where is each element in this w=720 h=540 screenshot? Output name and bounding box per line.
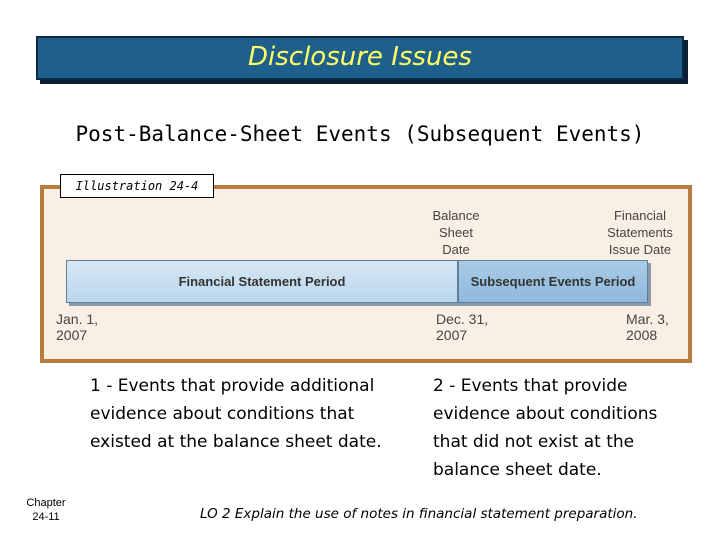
date-line: Jan. 1, xyxy=(56,311,99,327)
event-line: balance sheet date. xyxy=(433,460,602,480)
event-type-1 xyxy=(90,372,420,456)
date-line: 2007 xyxy=(56,327,88,343)
date-line: Dec. 31, xyxy=(436,311,489,327)
event-line: existed at the balance sheet date. xyxy=(90,432,382,452)
slide-subtitle: Post-Balance-Sheet Events (Subsequent Events) xyxy=(75,122,645,146)
financial-statement-period-bar: Financial Statement Period xyxy=(66,260,458,303)
chapter-number: 24-11 xyxy=(32,511,60,523)
learning-objective: LO 2 Explain the use of notes in financial statement preparation. xyxy=(200,506,638,522)
event-line: evidence about conditions xyxy=(433,404,658,424)
heading-line: Date xyxy=(442,242,470,257)
event-line: that did not exist at the xyxy=(433,432,635,452)
illustration-panel xyxy=(40,185,692,363)
subsequent-events-period-bar: Subsequent Events Period xyxy=(458,260,648,303)
heading-line: Balance xyxy=(432,208,480,223)
date-line: 2008 xyxy=(626,327,658,343)
title-bar xyxy=(36,36,684,80)
event-line: evidence about conditions that xyxy=(90,404,355,424)
fs-issue-date-heading xyxy=(592,207,688,258)
heading-line: Statements xyxy=(607,225,673,240)
start-date xyxy=(56,311,98,343)
slide-title: Disclosure Issues xyxy=(248,42,472,72)
event-type-2 xyxy=(433,372,718,484)
illustration-label: Illustration 24-4 xyxy=(60,174,214,198)
date-line: 2007 xyxy=(436,327,468,343)
heading-line: Sheet xyxy=(439,225,473,240)
date-line: Mar. 3, xyxy=(626,311,669,327)
heading-line: Financial xyxy=(613,208,667,223)
balance-sheet-date xyxy=(436,311,488,343)
chapter-line: Chapter xyxy=(26,497,66,509)
event-line: 2 - Events that provide xyxy=(433,376,628,396)
issue-date xyxy=(626,311,669,343)
balance-sheet-date-heading xyxy=(416,207,496,258)
heading-line: Issue Date xyxy=(608,242,672,257)
chapter-label xyxy=(14,496,78,524)
event-line: 1 - Events that provide additional xyxy=(90,376,375,396)
